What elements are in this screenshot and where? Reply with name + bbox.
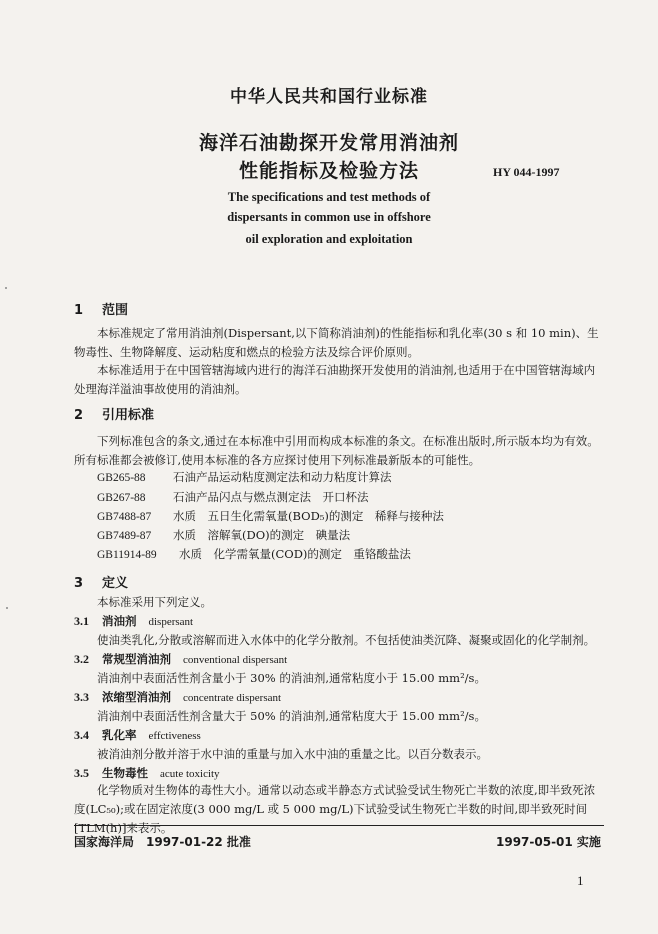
section-2-heading	[74, 404, 154, 423]
effective-date: 1997-05-01 实施	[496, 835, 601, 849]
definition-description: 消油剂中表面活性剂含量小于 30% 的消油剂,通常粘度小于 15.00 mm²/s。	[97, 671, 486, 685]
section-number: 1	[74, 303, 84, 318]
reference-code: GB7488-87	[97, 511, 152, 523]
english-title-line-2: dispersants in common use in offshore	[227, 210, 431, 224]
definition-heading	[74, 651, 287, 667]
definition-term: 浓缩型消油剂	[102, 690, 171, 704]
document-title-line-2: 性能指标及检验方法	[238, 160, 419, 182]
definition-term: 乳化率	[102, 728, 137, 742]
reference-title: 水质 溶解氧(DO)的测定 碘量法	[173, 528, 351, 542]
definition-description: 消油剂中表面活性剂含量大于 50% 的消油剂,通常粘度大于 15.00 mm²/s。	[97, 709, 486, 723]
section-2-intro: 下列标准包含的条文,通过在本标准中引用而构成本标准的条文。在标准出版时,所示版本均为有效。所有标准都会被修订,使用本标准的各方应探讨使用下列标准最新版本的可能性。	[74, 434, 599, 467]
section-3-intro: 本标准采用下列定义。	[97, 595, 212, 609]
definition-number: 3.5	[74, 766, 89, 780]
definition-english: effctiveness	[148, 730, 201, 742]
definition-description: 化学物质对生物体的毒性大小。通常以动态或半静态方式试验受试生物死亡半数的浓度,即半致死浓度(LC₅₀);或在固定浓度(3 000 mg/L 或 5 000 mg/L)下试验受试生物死亡半数的时间,即半致死时间[TLM(h)]来表示。	[74, 783, 596, 835]
definition-term: 生物毒性	[102, 766, 148, 780]
reference-title: 水质 五日生化需氧量(BOD₅)的测定 稀释与接种法	[173, 509, 444, 523]
reference-item	[97, 489, 369, 505]
reference-code: GB7489-87	[97, 530, 152, 542]
definition-heading	[74, 765, 220, 781]
reference-title: 石油产品运动粘度测定法和动力粘度计算法	[173, 470, 392, 484]
national-standard-heading: 中华人民共和国行业标准	[230, 87, 428, 107]
definition-description: 使油类乳化,分散或溶解而进入水体中的化学分散剂。不包括使油类沉降、凝聚或固化的化学制剂。	[97, 633, 596, 647]
reference-title: 水质 化学需氧量(COD)的测定 重铬酸盐法	[179, 547, 411, 561]
reference-item	[97, 527, 350, 543]
standard-code: HY 044-1997	[493, 165, 560, 179]
definition-number: 3.3	[74, 690, 89, 704]
definition-heading	[74, 727, 201, 743]
definition-number: 3.4	[74, 728, 89, 742]
definition-term: 常规型消油剂	[102, 652, 171, 666]
english-title-line-3: oil exploration and exploitation	[245, 232, 413, 246]
definition-description: 被消油剂分散并溶于水中油的重量与加入水中油的重量之比。以百分数表示。	[97, 747, 488, 761]
definition-term: 消油剂	[102, 614, 137, 628]
reference-code: GB265-88	[97, 472, 146, 484]
english-title-line-1: The specifications and test methods of	[227, 190, 431, 204]
reference-item	[97, 508, 444, 524]
scan-speck	[6, 607, 8, 609]
definition-english: concentrate dispersant	[183, 692, 282, 704]
section-title: 定义	[102, 576, 129, 591]
section-number: 2	[74, 408, 84, 423]
section-number: 3	[74, 576, 84, 591]
reference-item	[97, 469, 392, 485]
document-title-line-1: 海洋石油勘探开发常用消油剂	[198, 132, 459, 154]
section-title: 范围	[102, 303, 129, 318]
definition-english: conventional dispersant	[183, 654, 288, 666]
reference-code: GB11914-89	[97, 549, 157, 561]
footer-divider	[74, 825, 604, 826]
section-1-paragraph-1: 本标准规定了常用消油剂(Dispersant,以下简称消油剂)的性能指标和乳化率(30 s 和 10 min)、生物毒性、生物降解度、运动粘度和燃点的检验方法及综合评价原则。	[74, 326, 599, 359]
page-number: 1	[577, 873, 584, 888]
section-1-paragraph-2: 本标准适用于在中国管辖海域内进行的海洋石油勘探开发使用的消油剂,也适用于在中国管辖海域内处理海洋溢油事故使用的消油剂。	[74, 363, 596, 396]
definition-heading	[74, 613, 193, 629]
definition-heading	[74, 689, 281, 705]
section-3-heading	[74, 572, 128, 591]
definition-english: dispersant	[148, 616, 194, 628]
definition-english: acute toxicity	[160, 768, 220, 780]
reference-title: 石油产品闪点与燃点测定法 开口杯法	[173, 490, 369, 504]
section-1-heading	[74, 299, 128, 318]
approval-info: 国家海洋局 1997-01-22 批准	[74, 835, 251, 849]
scan-speck	[5, 287, 7, 289]
definition-number: 3.2	[74, 652, 89, 666]
definition-number: 3.1	[74, 614, 89, 628]
section-title: 引用标准	[102, 408, 155, 423]
reference-code: GB267-88	[97, 492, 146, 504]
reference-item	[97, 546, 411, 562]
